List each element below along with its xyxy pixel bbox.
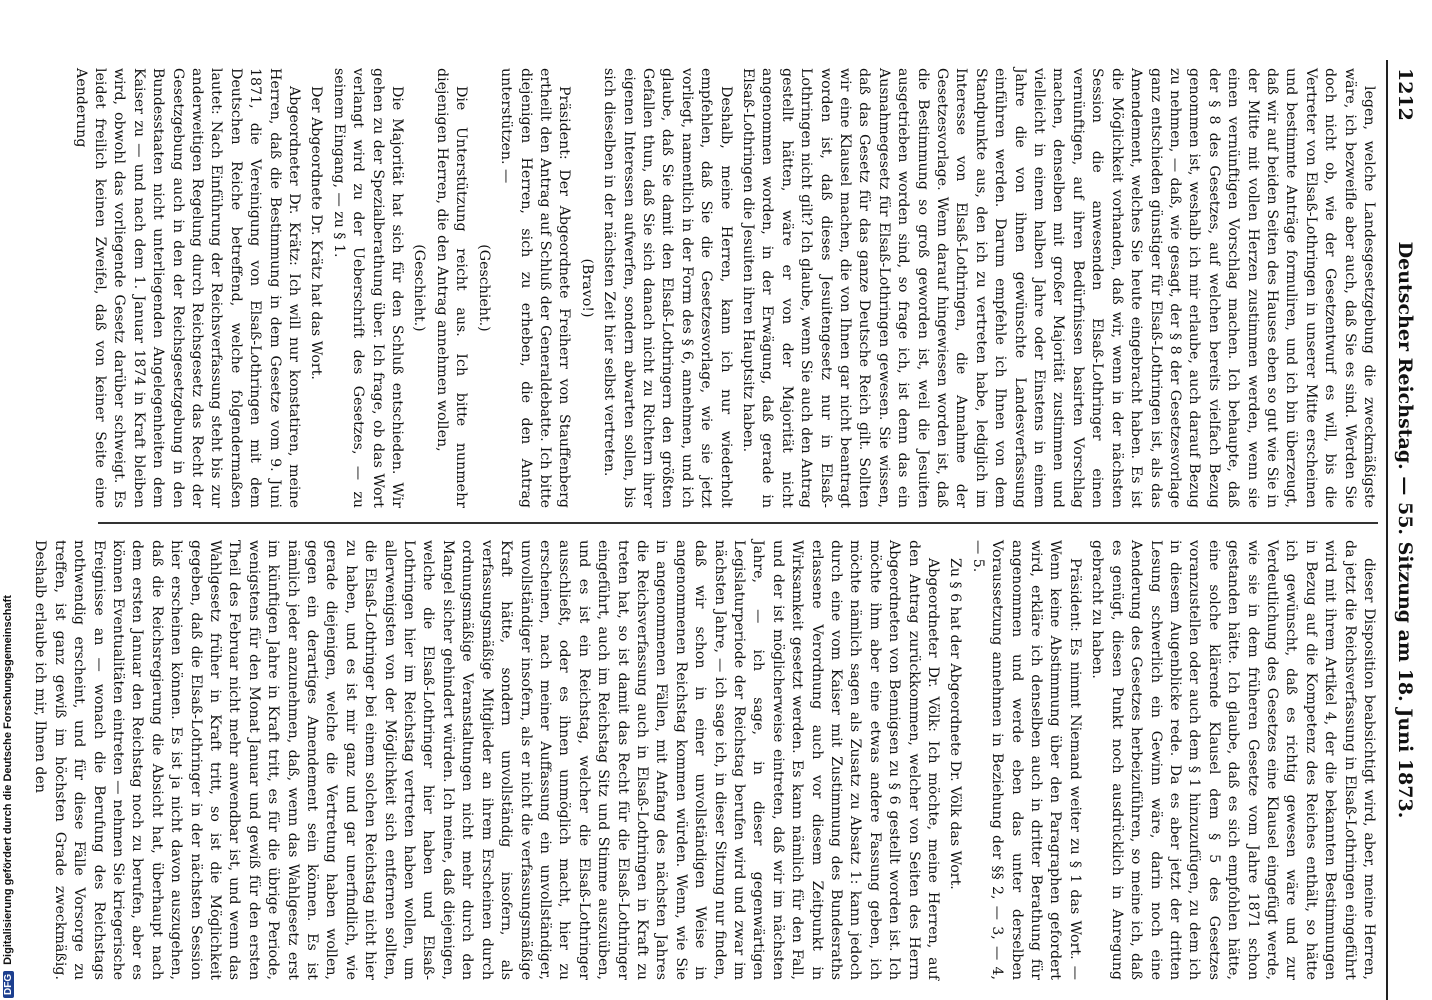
page-title: Deutscher Reichstag. — 55. Sitzung am 18. Juni 1873. (1394, 241, 1416, 819)
credit-text: Digitalisierung gefördert durch die Deutsche Forschungsgemeinschaft (2, 595, 14, 965)
paragraph: dieser Disposition beabsichtigt wird, aber, meine Herren, da jetzt die Reichsverfassung in Elsaß-Lothringen eingeführt wird mit ihrem Artikel 4, der die bekannten Bestimmungen in Bezug auf die Kompetenz des Reiches enthält, so hätte ich gewünscht, daß es richtig gewesen wäre und zur Verdeutlichung des Gesetzes eine Klausel eingefügt werde, wie sie in dem früheren Gesetze vom Jahre 1871 schon gestanden hätte. Ich glaube, daß es sich empfohlen hätte, eine solche klärende Klausel dem § 5 des Gesetzes voranzustellen oder auch dem § 1 hinzuzufügen, zu dem ich in diesem Augenblicke rede. Da es aber jetzt der dritten Lesung schwerlich ein Gewinn wäre, darin noch eine Aenderung des Gesetzes herbeizuführen, so meine ich, daß es genügt, diesen Punkt noch ausdrücklich in Anregung gebracht zu haben. (1089, 540, 1377, 980)
paragraph: Präsident: Es nimmt Niemand weiter zu § 1 das Wort. — Wenn keine Abstimmung über den Paragraphen gefordert wird, erkläre ich denselben auch in dritter Berathung für angenommen und werde eben das unter derselben Voraussetzung annehmen in Beziehung der §§ 2, — 3, — 4, — 5. (969, 540, 1083, 980)
paragraph: Die Majorität hat sich für den Schluß entschieden. Wir gehen zu der Spezialberathung über. Ich frage, ob das Wort verlangt wird zu der Ueberschrift des Gesetzes, — zu seinem Eingang, — zu § 1. (330, 68, 406, 508)
rotated-page (32, 60, 1418, 1000)
paragraph: Präsident: Der Abgeordnete Freiherr von Stauffenberg ertheilt den Antrag auf Schluß der Generaldebatte. Ich bitte diejenigen Herren, sich zu erheben, die den Antrag unterstützen. — (498, 68, 573, 508)
interjection: (Bravo!) (578, 258, 595, 318)
interjection: (Geschieht.) (475, 244, 492, 332)
digitization-credit (2, 578, 18, 998)
paragraph: Die Unterstützung reicht aus. Ich bitte nunmehr diejenigen Herren, die den Antrag annehmen wollen, (433, 68, 470, 508)
left-column (72, 68, 1378, 508)
page-header (1386, 60, 1418, 1000)
paragraph: Deshalb, meine Herren, kann ich nur wiederholt empfehlen, daß Sie die Gesetzesvorlage, wie sie jetzt vorliegt, namentlich in der Form des § 6, annehmen, und ich glaube, daß Sie damit den Elsaß-Lothringern den größten Gefallen thun, daß Sie sich danach nicht zu Richtern ihrer eigenen Interessen aufwerfen, sondern abwarten sollen, bis sich dieselben in der nächsten Zeit hier selbst vertreten. (601, 68, 734, 508)
paragraph: Zu § 6 hat der Abgeordnete Dr. Völk das Wort. (947, 558, 964, 890)
paragraph: Abgeordneter Dr. Krätz: Ich will nur konstatiren, meine Herren, daß die Bestimmung in dem Gesetze vom 9. Juni 1871, die Vereinigung von Elsaß-Lothringen mit dem Deutschen Reiche betreffend, welche folgendermaßen lautet: Nach Einführung der Reichsverfassung steht bis zur anderweitigen Regelung durch Reichsgesetz das Recht der Gesetzgebung auch in den der Reichsgesetzgebung in den Bundesstaaten nicht unterliegenden Angelegenheiten dem Kaiser zu — und nach dem 1. Januar 1874 in Kraft bleiben wird, obwohl das vorliegende Gesetz darüber schweigt. Es leidet freilich keinen Zweifel, daß von keiner Seite eine Aenderung (72, 68, 303, 508)
paragraph: Abgeordneter Dr. Völk: Ich möchte, meine Herren, auf den Antrag zurückkommen, welcher von Seiten des Herrn Abgeordneten von Bennigsen zu § 6 gestellt worden ist. Ich möchte ihm aber eine etwas andere Fassung geben, ich möchte nämlich sagen als Zusatz zu Absatz 1: kann jedoch durch eine vom Kaiser mit Zustimmung des Bundesraths erlassene Verordnung auch vor diesem Zeitpunkt in Wirksamkeit gesetzt werden. Es kann nämlich für den Fall, und der ist möglicherweise eintreten, daß wir im nächsten Jahre, — ich sage, in dieser gegenwärtigen Legislaturperiode der Reichstag berufen wird und zwar im nächsten Jahre, — ich sage ich, in dieser Sitzung nur finden, daß wir schon in einer unvollständigen Weise in angenommenen Reichstag kommen würden. Wenn, wie Sie in angenommenen Fällen, mit Anfang des nächsten Jahres die Reichsverfassung auch in Elsaß-Lothringen in Kraft zu treten hat, so ist damit das Recht für die Elsaß-Lothringer eingeführt, auch im Reichstag Sitz und Stimme auszuüben, und es ist ein Reichstag, welcher die Elsaß-Lothringer ausschließt, oder es ihnen unmöglich macht, hier zu erscheinen, nach meiner Auffassung ein unvollständiger, unvollständiger insofern, als er nicht die verfassungsmäßige Kraft hätte, sondern unvollständig insofern, als verfassungsmäßige Mitglieder an ihrem Erscheinen durch ordnungsmäßige Veranstaltungen nicht mehr durch den Mangel sicher gehindert würden. Ich meine, daß diejenigen, welche die Elsaß-Lothringer hier haben und Elsaß-Lothringen hier im Reichstag vertreten haben wollen, um allerwenigsten von der Möglichkeit sich entfernen sollten, die Elsaß-Lothringer bei einem solchen Reichstag nicht hier zu haben, und es ist mir ganz und gar unerfindlich, wie gerade diejenigen, welche die Vertretung haben wollen, gegen ein derartiges Amendement sein können. Es ist nämlich jeder anzunehmen, daß, wenn das Wahlgesetz erst im künftigen Jahre in Kraft tritt, es für die übrige Periode, wenigstens für den Monat Januar und gewiß für den ersten Theil des Februar nicht mehr anwendbar ist, und wenn das Wahlgesetz früher in Kraft tritt, so ist die Möglichkeit gegeben, daß die Elsaß-Lothringer in der nächsten Session hier erscheinen können. Es ist ja nicht davon auszugehen, daß die Reichsregierung die Absicht hat, überhaupt nach dem ersten Januar den Reichstag noch zu berufen, aber es können Eventualitäten eintreten — nehmen Sie kriegerische Ereignisse an — wonach die Berufung des Reichstags nothwendig erscheint, und für diese Fälle Vorsorge zu treffen, ist ganz gewiß im höchsten Grade zweckmäßig. Deshalb erlaube ich mir, Ihnen den (32, 540, 942, 980)
interjection: (Geschieht.) (411, 244, 428, 332)
right-column (32, 540, 1378, 980)
paragraph: Der Abgeordnete Dr. Krätz hat das Wort. (308, 86, 325, 380)
page-number: 1212 (1394, 68, 1416, 121)
column-divider (98, 522, 1378, 524)
dfg-logo: DFG (3, 971, 14, 998)
paragraph: legen, welche Landesgesetzgebung die zweckmäßigste wäre, ich bezweifle aber auch, daß Sie es sind. Werden Sie doch nicht ob, wie der Gesetzentwurf es will, bis die Vertreter von Elsaß-Lothringen in unserer Mitte erscheinen und bestimmte Anträge formuliren, und ich bin überzeugt, daß wir auf beiden Seiten des Hauses eben so gut wie Sie in der Mitte mit vollen Herzen zustimmen werden, wenn sie einen vernünftigen Vorschlag machen. Ich behaupte, daß der § 8 des Gesetzes, auf welchen bereits vielfach Bezug genommen ist, weshalb ich mir erlaube, auch darauf Bezug zu nehmen, — daß, wie gesagt, der § 8 der Gesetzesvorlage ganz entschieden günstiger für Elsaß-Lothringen ist, als das Amendement, welches Sie heute eingebracht haben. Es ist die Möglichkeit vorhanden, daß wir, wenn in der nächsten Session die anwesenden Elsaß-Lothringer einen vernünftigen, auf ihren Bedürfnissen basirten Vorschlag machen, denselben mit großer Majorität zustimmen und vielleicht in einem halben Jahre oder Einstens in einem Jahre die von ihnen gewünschte Landesverfassung einführen werden. Darum empfehle ich Ihnen von dem Standpunkte aus, den ich zu vertreten habe, lediglich im Interesse von Elsaß-Lothringen, die Annahme der Gesetzesvorlage. Wenn darauf hingewiesen worden ist, daß die Bestimmung so groß geworden ist, weil die Jesuiten ausgetrieben worden sind, so frage ich, ist denn das ein Ausnahmegesetz für Elsaß-Lothringen gewesen. Sie wissen, daß das Gesetz für das ganze Deutsche Reich gilt. Sollten wir eine Klausel machen, die von Ihnen gar nicht beantragt worden ist, daß dieses Jesuitengesetz nur in Elsaß-Lothringen nicht gilt? Ich glaube, wenn Sie auch den Antrag gestellt hätten, wäre er von der Majorität nicht angenommen worden, in der Erwägung, daß gerade in Elsaß-Lothringen die Jesuiten ihren Hauptsitz haben. (740, 68, 1377, 508)
